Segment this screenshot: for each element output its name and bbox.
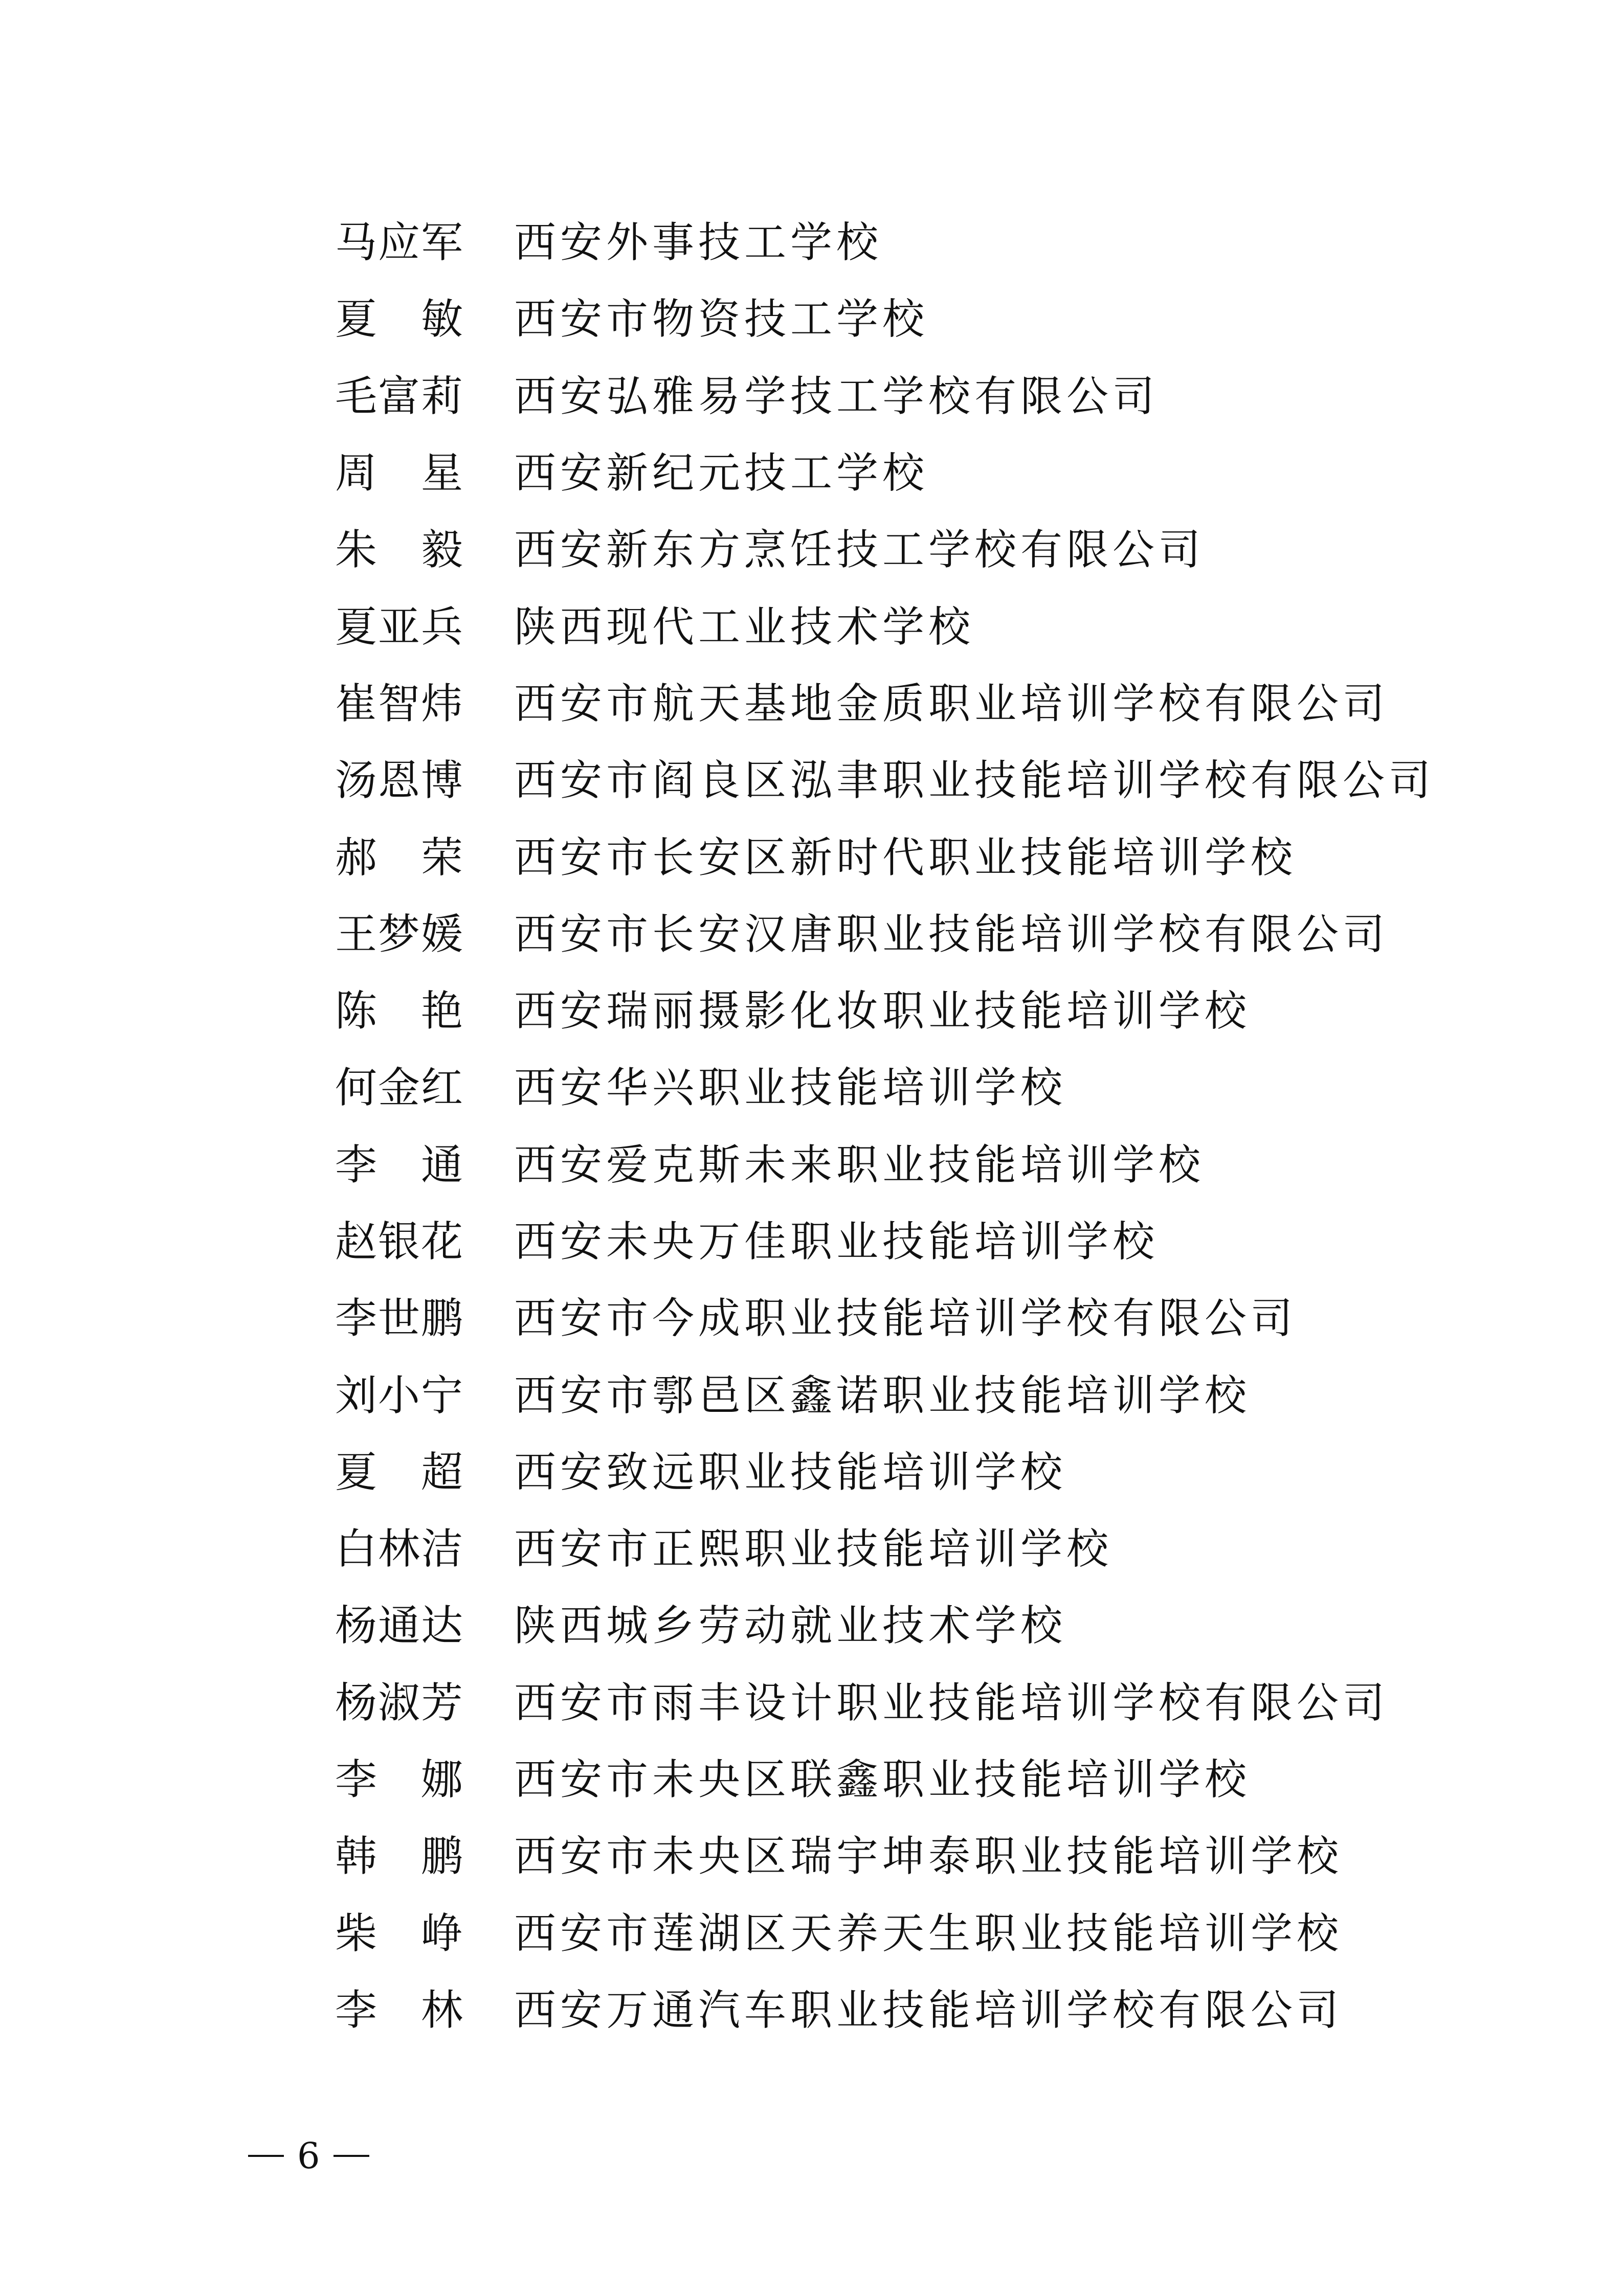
list-item bbox=[335, 973, 1409, 1050]
list-item bbox=[335, 1588, 1409, 1664]
organization-name: 西安市未央区瑞宇坤泰职业技能培训学校 bbox=[514, 1832, 1343, 1881]
person-name: 陈 艳 bbox=[335, 987, 463, 1036]
organization-name: 西安市阎良区泓聿职业技能培训学校有限公司 bbox=[514, 756, 1435, 805]
list-item bbox=[335, 666, 1409, 742]
page-number: 6 bbox=[297, 2135, 320, 2177]
list-item bbox=[335, 435, 1409, 512]
list-item bbox=[335, 512, 1409, 589]
list-item bbox=[335, 1972, 1409, 2049]
organization-name: 陕西城乡劳动就业技术学校 bbox=[514, 1602, 1067, 1651]
personnel-list bbox=[335, 205, 1435, 2049]
organization-name: 西安市长安汉唐职业技能培训学校有限公司 bbox=[514, 910, 1389, 959]
list-item bbox=[335, 1357, 1409, 1434]
list-item bbox=[335, 742, 1435, 819]
person-name: 毛 富 莉 bbox=[335, 372, 463, 421]
organization-name: 西安市航天基地金质职业培训学校有限公司 bbox=[514, 679, 1389, 728]
footer-dash-right bbox=[333, 2155, 369, 2157]
organization-name: 西安万通汽车职业技能培训学校有限公司 bbox=[514, 1986, 1343, 2035]
organization-name: 西安致远职业技能培训学校 bbox=[514, 1448, 1067, 1497]
person-name: 李 林 bbox=[335, 1986, 463, 2035]
person-name: 柴 峥 bbox=[335, 1909, 463, 1958]
person-name: 李 娜 bbox=[335, 1755, 463, 1805]
organization-name: 西安华兴职业技能培训学校 bbox=[514, 1064, 1067, 1113]
organization-name: 西安市正熙职业技能培训学校 bbox=[514, 1525, 1113, 1574]
person-name: 白 林 洁 bbox=[335, 1525, 463, 1574]
list-item bbox=[335, 205, 1409, 281]
footer-dash-left bbox=[248, 2155, 284, 2157]
list-item bbox=[335, 1742, 1409, 1818]
list-item bbox=[335, 1896, 1409, 1972]
person-name: 郝 荣 bbox=[335, 833, 463, 882]
list-item bbox=[335, 1127, 1409, 1204]
list-item bbox=[335, 1280, 1409, 1357]
person-name: 杨 通 达 bbox=[335, 1602, 463, 1651]
organization-name: 西安瑞丽摄影化妆职业技能培训学校 bbox=[514, 987, 1251, 1036]
organization-name: 西安爱克斯未来职业技能培训学校 bbox=[514, 1140, 1205, 1189]
organization-name: 西安市今成职业技能培训学校有限公司 bbox=[514, 1294, 1297, 1343]
list-item bbox=[335, 1511, 1409, 1588]
person-name: 马 应 军 bbox=[335, 218, 463, 267]
list-item bbox=[335, 896, 1409, 973]
organization-name: 西安新纪元技工学校 bbox=[514, 449, 929, 498]
person-name: 何 金 红 bbox=[335, 1064, 463, 1113]
page-footer bbox=[248, 2135, 369, 2177]
list-item bbox=[335, 1434, 1409, 1511]
organization-name: 西安市未央区联鑫职业技能培训学校 bbox=[514, 1755, 1251, 1805]
person-name: 朱 毅 bbox=[335, 526, 463, 575]
person-name: 夏 敏 bbox=[335, 295, 463, 344]
list-item bbox=[335, 358, 1409, 435]
organization-name: 西安外事技工学校 bbox=[514, 218, 883, 267]
person-name: 夏 亚 兵 bbox=[335, 602, 463, 651]
list-item bbox=[335, 281, 1409, 358]
person-name: 刘 小 宁 bbox=[335, 1371, 463, 1420]
person-name: 李 世 鹏 bbox=[335, 1294, 463, 1343]
organization-name: 陕西现代工业技术学校 bbox=[514, 602, 975, 651]
person-name: 王 梦 媛 bbox=[335, 910, 463, 959]
person-name: 赵 银 花 bbox=[335, 1218, 463, 1266]
organization-name: 西安市长安区新时代职业技能培训学校 bbox=[514, 833, 1297, 882]
person-name: 韩 鹏 bbox=[335, 1832, 463, 1881]
person-name: 夏 超 bbox=[335, 1448, 463, 1497]
person-name: 周 星 bbox=[335, 449, 463, 498]
organization-name: 西安市雨丰设计职业技能培训学校有限公司 bbox=[514, 1678, 1389, 1727]
list-item bbox=[335, 1818, 1409, 1895]
organization-name: 西安新东方烹饪技工学校有限公司 bbox=[514, 526, 1205, 575]
person-name: 李 通 bbox=[335, 1140, 463, 1189]
list-item bbox=[335, 589, 1409, 665]
person-name: 汤 恩 博 bbox=[335, 756, 463, 805]
person-name: 杨 淑 芳 bbox=[335, 1678, 463, 1727]
organization-name: 西安弘雅易学技工学校有限公司 bbox=[514, 372, 1159, 421]
person-name: 崔 智 炜 bbox=[335, 679, 463, 728]
list-item bbox=[335, 1050, 1409, 1127]
list-item bbox=[335, 1665, 1409, 1742]
organization-name: 西安市鄠邑区鑫诺职业技能培训学校 bbox=[514, 1371, 1251, 1420]
organization-name: 西安未央万佳职业技能培训学校 bbox=[514, 1218, 1159, 1266]
list-item bbox=[335, 1204, 1409, 1280]
organization-name: 西安市莲湖区天养天生职业技能培训学校 bbox=[514, 1909, 1343, 1958]
list-item bbox=[335, 819, 1409, 896]
organization-name: 西安市物资技工学校 bbox=[514, 295, 929, 344]
